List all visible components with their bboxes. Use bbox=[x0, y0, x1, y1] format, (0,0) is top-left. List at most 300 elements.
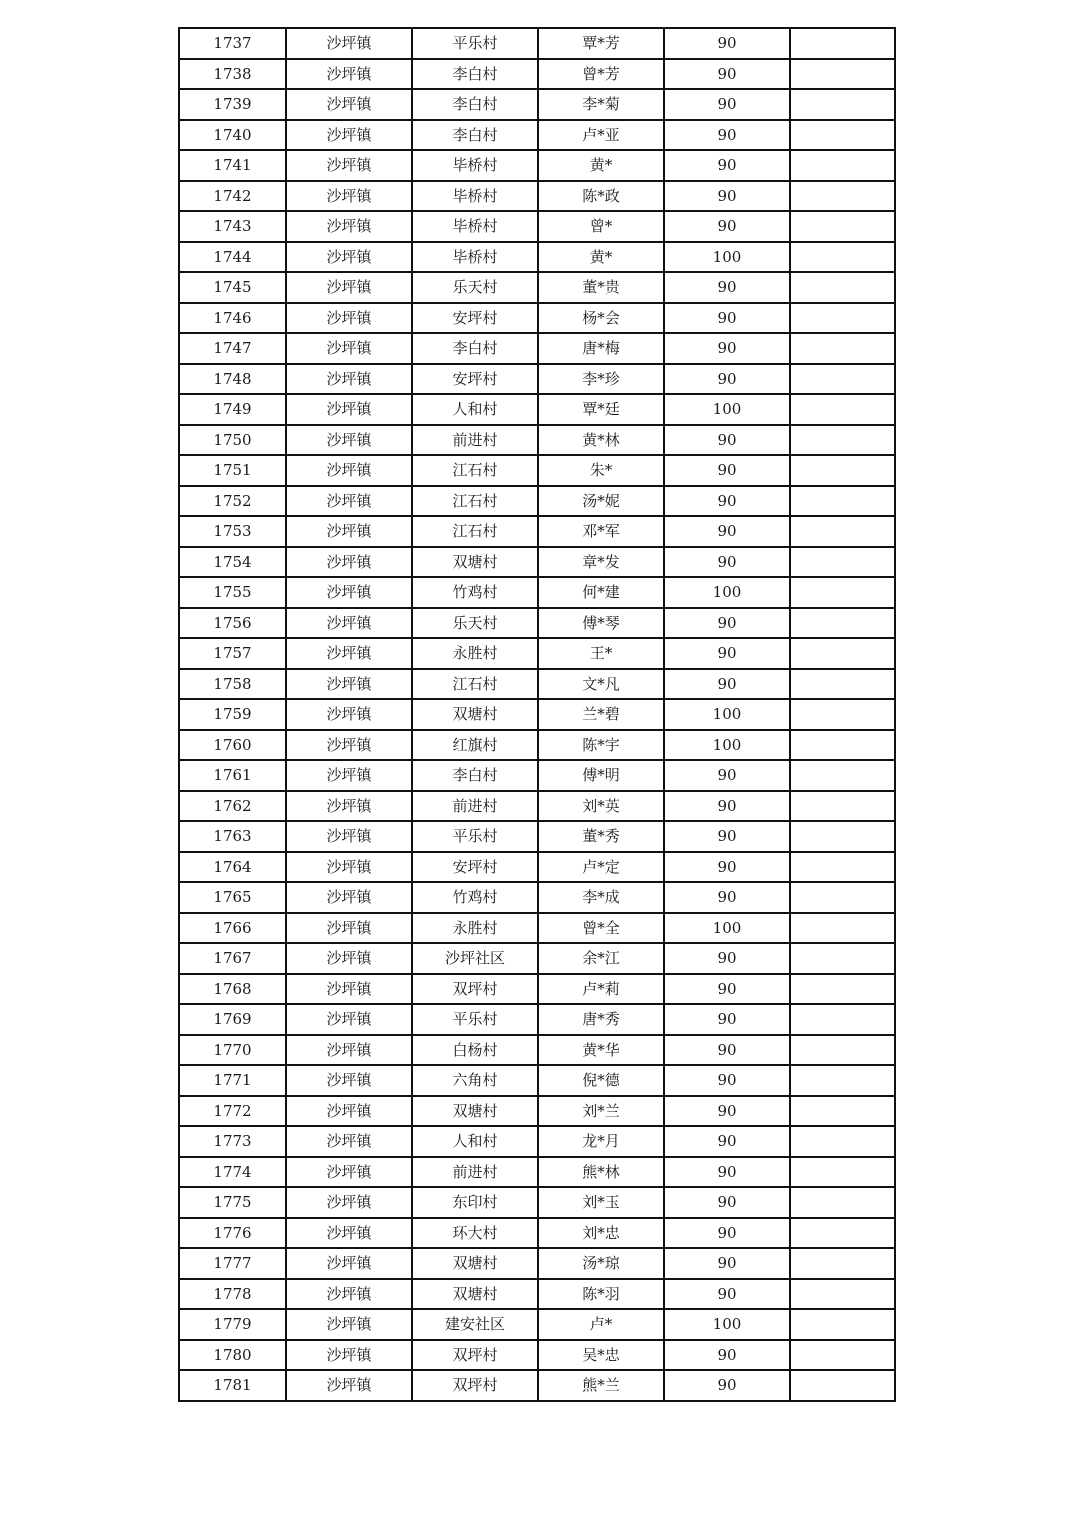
cell-amount: 90 bbox=[664, 1004, 790, 1035]
table-row bbox=[179, 1004, 895, 1035]
cell-town: 沙坪镇 bbox=[286, 303, 412, 334]
cell-person-name: 刘*英 bbox=[538, 791, 664, 822]
cell-person-name: 刘*忠 bbox=[538, 1218, 664, 1249]
cell-village: 江石村 bbox=[412, 669, 538, 700]
cell-amount: 90 bbox=[664, 272, 790, 303]
table-row bbox=[179, 28, 895, 59]
table-row bbox=[179, 303, 895, 334]
table-row bbox=[179, 242, 895, 273]
cell-note bbox=[790, 1187, 895, 1218]
cell-town: 沙坪镇 bbox=[286, 974, 412, 1005]
cell-village: 安坪村 bbox=[412, 852, 538, 883]
cell-serial-number: 1737 bbox=[179, 28, 286, 59]
cell-town: 沙坪镇 bbox=[286, 455, 412, 486]
cell-note bbox=[790, 1279, 895, 1310]
cell-serial-number: 1761 bbox=[179, 760, 286, 791]
cell-note bbox=[790, 455, 895, 486]
cell-serial-number: 1768 bbox=[179, 974, 286, 1005]
cell-note bbox=[790, 1340, 895, 1371]
cell-town: 沙坪镇 bbox=[286, 516, 412, 547]
cell-serial-number: 1763 bbox=[179, 821, 286, 852]
cell-town: 沙坪镇 bbox=[286, 821, 412, 852]
table-row bbox=[179, 669, 895, 700]
table-row bbox=[179, 943, 895, 974]
table-row bbox=[179, 1157, 895, 1188]
table-row bbox=[179, 974, 895, 1005]
cell-amount: 90 bbox=[664, 120, 790, 151]
cell-amount: 90 bbox=[664, 1187, 790, 1218]
cell-serial-number: 1746 bbox=[179, 303, 286, 334]
cell-serial-number: 1757 bbox=[179, 638, 286, 669]
cell-serial-number: 1769 bbox=[179, 1004, 286, 1035]
cell-amount: 90 bbox=[664, 1126, 790, 1157]
cell-note bbox=[790, 1096, 895, 1127]
cell-village: 双塘村 bbox=[412, 1279, 538, 1310]
cell-note bbox=[790, 1004, 895, 1035]
cell-town: 沙坪镇 bbox=[286, 1309, 412, 1340]
cell-town: 沙坪镇 bbox=[286, 943, 412, 974]
cell-town: 沙坪镇 bbox=[286, 333, 412, 364]
cell-person-name: 卢*亚 bbox=[538, 120, 664, 151]
table-row bbox=[179, 547, 895, 578]
cell-village: 双塘村 bbox=[412, 1096, 538, 1127]
cell-village: 环大村 bbox=[412, 1218, 538, 1249]
cell-person-name: 黄*华 bbox=[538, 1035, 664, 1066]
cell-village: 乐天村 bbox=[412, 608, 538, 639]
cell-person-name: 唐*梅 bbox=[538, 333, 664, 364]
table-row bbox=[179, 821, 895, 852]
cell-note bbox=[790, 791, 895, 822]
cell-village: 李白村 bbox=[412, 333, 538, 364]
cell-town: 沙坪镇 bbox=[286, 1126, 412, 1157]
cell-serial-number: 1752 bbox=[179, 486, 286, 517]
cell-person-name: 李*菊 bbox=[538, 89, 664, 120]
table-row bbox=[179, 1370, 895, 1401]
cell-town: 沙坪镇 bbox=[286, 1279, 412, 1310]
table-row bbox=[179, 516, 895, 547]
table-row bbox=[179, 120, 895, 151]
cell-note bbox=[790, 181, 895, 212]
cell-serial-number: 1751 bbox=[179, 455, 286, 486]
cell-note bbox=[790, 699, 895, 730]
cell-village: 人和村 bbox=[412, 394, 538, 425]
table-row bbox=[179, 455, 895, 486]
cell-town: 沙坪镇 bbox=[286, 1218, 412, 1249]
cell-note bbox=[790, 821, 895, 852]
cell-village: 平乐村 bbox=[412, 1004, 538, 1035]
cell-person-name: 吴*忠 bbox=[538, 1340, 664, 1371]
table-row bbox=[179, 1035, 895, 1066]
cell-note bbox=[790, 303, 895, 334]
cell-town: 沙坪镇 bbox=[286, 89, 412, 120]
table-row bbox=[179, 1065, 895, 1096]
cell-serial-number: 1745 bbox=[179, 272, 286, 303]
cell-person-name: 刘*兰 bbox=[538, 1096, 664, 1127]
cell-amount: 90 bbox=[664, 425, 790, 456]
cell-village: 双坪村 bbox=[412, 974, 538, 1005]
cell-serial-number: 1771 bbox=[179, 1065, 286, 1096]
cell-amount: 90 bbox=[664, 882, 790, 913]
cell-serial-number: 1738 bbox=[179, 59, 286, 90]
cell-serial-number: 1754 bbox=[179, 547, 286, 578]
cell-serial-number: 1742 bbox=[179, 181, 286, 212]
cell-amount: 100 bbox=[664, 1309, 790, 1340]
cell-serial-number: 1778 bbox=[179, 1279, 286, 1310]
cell-person-name: 熊*兰 bbox=[538, 1370, 664, 1401]
table-row bbox=[179, 1340, 895, 1371]
cell-note bbox=[790, 1370, 895, 1401]
cell-amount: 90 bbox=[664, 1065, 790, 1096]
cell-person-name: 陈*政 bbox=[538, 181, 664, 212]
cell-village: 永胜村 bbox=[412, 913, 538, 944]
cell-person-name: 黄* bbox=[538, 242, 664, 273]
cell-town: 沙坪镇 bbox=[286, 28, 412, 59]
table-row bbox=[179, 394, 895, 425]
cell-serial-number: 1755 bbox=[179, 577, 286, 608]
cell-town: 沙坪镇 bbox=[286, 1004, 412, 1035]
cell-village: 江石村 bbox=[412, 455, 538, 486]
cell-town: 沙坪镇 bbox=[286, 852, 412, 883]
cell-note bbox=[790, 913, 895, 944]
cell-serial-number: 1767 bbox=[179, 943, 286, 974]
table-row bbox=[179, 333, 895, 364]
cell-town: 沙坪镇 bbox=[286, 150, 412, 181]
cell-person-name: 傅*琴 bbox=[538, 608, 664, 639]
table-row bbox=[179, 730, 895, 761]
cell-village: 建安社区 bbox=[412, 1309, 538, 1340]
table-row bbox=[179, 852, 895, 883]
cell-note bbox=[790, 974, 895, 1005]
cell-town: 沙坪镇 bbox=[286, 608, 412, 639]
cell-note bbox=[790, 486, 895, 517]
cell-amount: 90 bbox=[664, 89, 790, 120]
cell-village: 毕桥村 bbox=[412, 150, 538, 181]
cell-person-name: 黄*林 bbox=[538, 425, 664, 456]
cell-amount: 90 bbox=[664, 1218, 790, 1249]
cell-village: 毕桥村 bbox=[412, 211, 538, 242]
cell-serial-number: 1749 bbox=[179, 394, 286, 425]
cell-serial-number: 1774 bbox=[179, 1157, 286, 1188]
cell-amount: 90 bbox=[664, 974, 790, 1005]
cell-serial-number: 1756 bbox=[179, 608, 286, 639]
cell-person-name: 曾*芳 bbox=[538, 59, 664, 90]
table-row bbox=[179, 211, 895, 242]
cell-amount: 90 bbox=[664, 211, 790, 242]
cell-town: 沙坪镇 bbox=[286, 669, 412, 700]
cell-note bbox=[790, 1218, 895, 1249]
cell-serial-number: 1766 bbox=[179, 913, 286, 944]
table-row bbox=[179, 59, 895, 90]
cell-person-name: 汤*妮 bbox=[538, 486, 664, 517]
table-row bbox=[179, 1187, 895, 1218]
cell-village: 毕桥村 bbox=[412, 181, 538, 212]
table-row bbox=[179, 577, 895, 608]
cell-serial-number: 1758 bbox=[179, 669, 286, 700]
cell-village: 平乐村 bbox=[412, 28, 538, 59]
cell-village: 前进村 bbox=[412, 1157, 538, 1188]
cell-serial-number: 1762 bbox=[179, 791, 286, 822]
cell-note bbox=[790, 943, 895, 974]
cell-serial-number: 1750 bbox=[179, 425, 286, 456]
cell-village: 双塘村 bbox=[412, 699, 538, 730]
cell-note bbox=[790, 150, 895, 181]
table-row bbox=[179, 1279, 895, 1310]
cell-amount: 90 bbox=[664, 333, 790, 364]
cell-note bbox=[790, 1157, 895, 1188]
cell-note bbox=[790, 211, 895, 242]
cell-town: 沙坪镇 bbox=[286, 120, 412, 151]
cell-person-name: 倪*德 bbox=[538, 1065, 664, 1096]
cell-town: 沙坪镇 bbox=[286, 913, 412, 944]
cell-person-name: 何*建 bbox=[538, 577, 664, 608]
page-table-container bbox=[178, 27, 894, 1402]
cell-note bbox=[790, 669, 895, 700]
cell-amount: 90 bbox=[664, 1157, 790, 1188]
cell-serial-number: 1739 bbox=[179, 89, 286, 120]
cell-person-name: 朱* bbox=[538, 455, 664, 486]
cell-town: 沙坪镇 bbox=[286, 1157, 412, 1188]
cell-amount: 90 bbox=[664, 516, 790, 547]
cell-town: 沙坪镇 bbox=[286, 242, 412, 273]
cell-serial-number: 1777 bbox=[179, 1248, 286, 1279]
cell-amount: 100 bbox=[664, 730, 790, 761]
cell-village: 江石村 bbox=[412, 516, 538, 547]
cell-town: 沙坪镇 bbox=[286, 59, 412, 90]
cell-amount: 90 bbox=[664, 1035, 790, 1066]
cell-person-name: 董*秀 bbox=[538, 821, 664, 852]
cell-person-name: 文*凡 bbox=[538, 669, 664, 700]
cell-note bbox=[790, 1035, 895, 1066]
cell-amount: 100 bbox=[664, 913, 790, 944]
cell-town: 沙坪镇 bbox=[286, 760, 412, 791]
table-row bbox=[179, 425, 895, 456]
cell-town: 沙坪镇 bbox=[286, 425, 412, 456]
cell-amount: 90 bbox=[664, 1340, 790, 1371]
cell-village: 沙坪社区 bbox=[412, 943, 538, 974]
table-row bbox=[179, 913, 895, 944]
table-row bbox=[179, 638, 895, 669]
cell-note bbox=[790, 89, 895, 120]
cell-village: 双塘村 bbox=[412, 1248, 538, 1279]
cell-person-name: 汤*琼 bbox=[538, 1248, 664, 1279]
cell-person-name: 卢*莉 bbox=[538, 974, 664, 1005]
cell-serial-number: 1753 bbox=[179, 516, 286, 547]
cell-note bbox=[790, 547, 895, 578]
cell-note bbox=[790, 516, 895, 547]
cell-note bbox=[790, 425, 895, 456]
cell-village: 李白村 bbox=[412, 760, 538, 791]
cell-serial-number: 1772 bbox=[179, 1096, 286, 1127]
cell-amount: 90 bbox=[664, 1096, 790, 1127]
cell-note bbox=[790, 638, 895, 669]
cell-amount: 90 bbox=[664, 1279, 790, 1310]
cell-village: 永胜村 bbox=[412, 638, 538, 669]
cell-person-name: 刘*玉 bbox=[538, 1187, 664, 1218]
cell-amount: 100 bbox=[664, 577, 790, 608]
cell-town: 沙坪镇 bbox=[286, 1035, 412, 1066]
cell-amount: 90 bbox=[664, 669, 790, 700]
cell-person-name: 李*珍 bbox=[538, 364, 664, 395]
table-row bbox=[179, 486, 895, 517]
cell-person-name: 李*成 bbox=[538, 882, 664, 913]
table-row bbox=[179, 608, 895, 639]
cell-person-name: 董*贵 bbox=[538, 272, 664, 303]
cell-serial-number: 1740 bbox=[179, 120, 286, 151]
cell-note bbox=[790, 1126, 895, 1157]
table-row bbox=[179, 1309, 895, 1340]
cell-amount: 90 bbox=[664, 852, 790, 883]
cell-serial-number: 1759 bbox=[179, 699, 286, 730]
table-row bbox=[179, 181, 895, 212]
cell-town: 沙坪镇 bbox=[286, 486, 412, 517]
cell-town: 沙坪镇 bbox=[286, 699, 412, 730]
cell-amount: 90 bbox=[664, 547, 790, 578]
cell-serial-number: 1760 bbox=[179, 730, 286, 761]
cell-serial-number: 1744 bbox=[179, 242, 286, 273]
cell-serial-number: 1764 bbox=[179, 852, 286, 883]
cell-amount: 90 bbox=[664, 791, 790, 822]
table-row bbox=[179, 760, 895, 791]
cell-village: 乐天村 bbox=[412, 272, 538, 303]
cell-note bbox=[790, 577, 895, 608]
cell-note bbox=[790, 608, 895, 639]
cell-amount: 90 bbox=[664, 455, 790, 486]
table-row bbox=[179, 272, 895, 303]
table-row bbox=[179, 882, 895, 913]
cell-amount: 90 bbox=[664, 1370, 790, 1401]
cell-village: 双塘村 bbox=[412, 547, 538, 578]
cell-town: 沙坪镇 bbox=[286, 181, 412, 212]
cell-note bbox=[790, 120, 895, 151]
cell-person-name: 熊*林 bbox=[538, 1157, 664, 1188]
cell-note bbox=[790, 364, 895, 395]
cell-village: 毕桥村 bbox=[412, 242, 538, 273]
cell-village: 人和村 bbox=[412, 1126, 538, 1157]
cell-serial-number: 1747 bbox=[179, 333, 286, 364]
cell-serial-number: 1780 bbox=[179, 1340, 286, 1371]
table-row bbox=[179, 1096, 895, 1127]
cell-serial-number: 1770 bbox=[179, 1035, 286, 1066]
cell-town: 沙坪镇 bbox=[286, 1096, 412, 1127]
records-table-body bbox=[179, 28, 895, 1401]
table-row bbox=[179, 1248, 895, 1279]
cell-note bbox=[790, 1309, 895, 1340]
cell-person-name: 龙*月 bbox=[538, 1126, 664, 1157]
cell-town: 沙坪镇 bbox=[286, 272, 412, 303]
cell-serial-number: 1748 bbox=[179, 364, 286, 395]
cell-amount: 90 bbox=[664, 59, 790, 90]
cell-serial-number: 1781 bbox=[179, 1370, 286, 1401]
cell-town: 沙坪镇 bbox=[286, 882, 412, 913]
cell-amount: 90 bbox=[664, 303, 790, 334]
cell-note bbox=[790, 852, 895, 883]
cell-person-name: 覃*廷 bbox=[538, 394, 664, 425]
table-row bbox=[179, 150, 895, 181]
cell-village: 安坪村 bbox=[412, 303, 538, 334]
cell-village: 李白村 bbox=[412, 59, 538, 90]
cell-person-name: 陈*宇 bbox=[538, 730, 664, 761]
cell-serial-number: 1775 bbox=[179, 1187, 286, 1218]
cell-person-name: 曾* bbox=[538, 211, 664, 242]
cell-village: 竹鸡村 bbox=[412, 577, 538, 608]
cell-person-name: 唐*秀 bbox=[538, 1004, 664, 1035]
table-row bbox=[179, 791, 895, 822]
cell-person-name: 陈*羽 bbox=[538, 1279, 664, 1310]
table-row bbox=[179, 1218, 895, 1249]
cell-town: 沙坪镇 bbox=[286, 1340, 412, 1371]
cell-person-name: 章*发 bbox=[538, 547, 664, 578]
cell-note bbox=[790, 272, 895, 303]
cell-town: 沙坪镇 bbox=[286, 394, 412, 425]
cell-village: 东印村 bbox=[412, 1187, 538, 1218]
cell-person-name: 邓*军 bbox=[538, 516, 664, 547]
cell-person-name: 卢*定 bbox=[538, 852, 664, 883]
cell-note bbox=[790, 882, 895, 913]
records-table bbox=[178, 27, 896, 1402]
cell-amount: 90 bbox=[664, 364, 790, 395]
cell-person-name: 杨*会 bbox=[538, 303, 664, 334]
cell-amount: 90 bbox=[664, 943, 790, 974]
cell-village: 红旗村 bbox=[412, 730, 538, 761]
cell-amount: 90 bbox=[664, 608, 790, 639]
cell-village: 江石村 bbox=[412, 486, 538, 517]
cell-amount: 100 bbox=[664, 699, 790, 730]
cell-serial-number: 1743 bbox=[179, 211, 286, 242]
cell-note bbox=[790, 242, 895, 273]
table-row bbox=[179, 364, 895, 395]
cell-amount: 90 bbox=[664, 1248, 790, 1279]
cell-note bbox=[790, 1248, 895, 1279]
cell-note bbox=[790, 730, 895, 761]
cell-amount: 100 bbox=[664, 242, 790, 273]
cell-village: 前进村 bbox=[412, 425, 538, 456]
cell-person-name: 兰*碧 bbox=[538, 699, 664, 730]
cell-town: 沙坪镇 bbox=[286, 364, 412, 395]
cell-village: 白杨村 bbox=[412, 1035, 538, 1066]
cell-person-name: 卢* bbox=[538, 1309, 664, 1340]
cell-town: 沙坪镇 bbox=[286, 1370, 412, 1401]
cell-amount: 90 bbox=[664, 638, 790, 669]
cell-amount: 90 bbox=[664, 28, 790, 59]
cell-town: 沙坪镇 bbox=[286, 1248, 412, 1279]
cell-village: 平乐村 bbox=[412, 821, 538, 852]
table-row bbox=[179, 89, 895, 120]
cell-village: 六角村 bbox=[412, 1065, 538, 1096]
cell-person-name: 傅*明 bbox=[538, 760, 664, 791]
cell-town: 沙坪镇 bbox=[286, 547, 412, 578]
cell-town: 沙坪镇 bbox=[286, 211, 412, 242]
cell-serial-number: 1765 bbox=[179, 882, 286, 913]
cell-serial-number: 1741 bbox=[179, 150, 286, 181]
cell-serial-number: 1773 bbox=[179, 1126, 286, 1157]
cell-village: 前进村 bbox=[412, 791, 538, 822]
cell-note bbox=[790, 59, 895, 90]
table-row bbox=[179, 1126, 895, 1157]
cell-note bbox=[790, 394, 895, 425]
cell-town: 沙坪镇 bbox=[286, 791, 412, 822]
cell-person-name: 王* bbox=[538, 638, 664, 669]
cell-note bbox=[790, 1065, 895, 1096]
cell-town: 沙坪镇 bbox=[286, 577, 412, 608]
cell-note bbox=[790, 28, 895, 59]
cell-person-name: 余*江 bbox=[538, 943, 664, 974]
table-row bbox=[179, 699, 895, 730]
cell-village: 李白村 bbox=[412, 89, 538, 120]
cell-town: 沙坪镇 bbox=[286, 638, 412, 669]
cell-person-name: 曾*全 bbox=[538, 913, 664, 944]
cell-serial-number: 1776 bbox=[179, 1218, 286, 1249]
cell-amount: 100 bbox=[664, 394, 790, 425]
